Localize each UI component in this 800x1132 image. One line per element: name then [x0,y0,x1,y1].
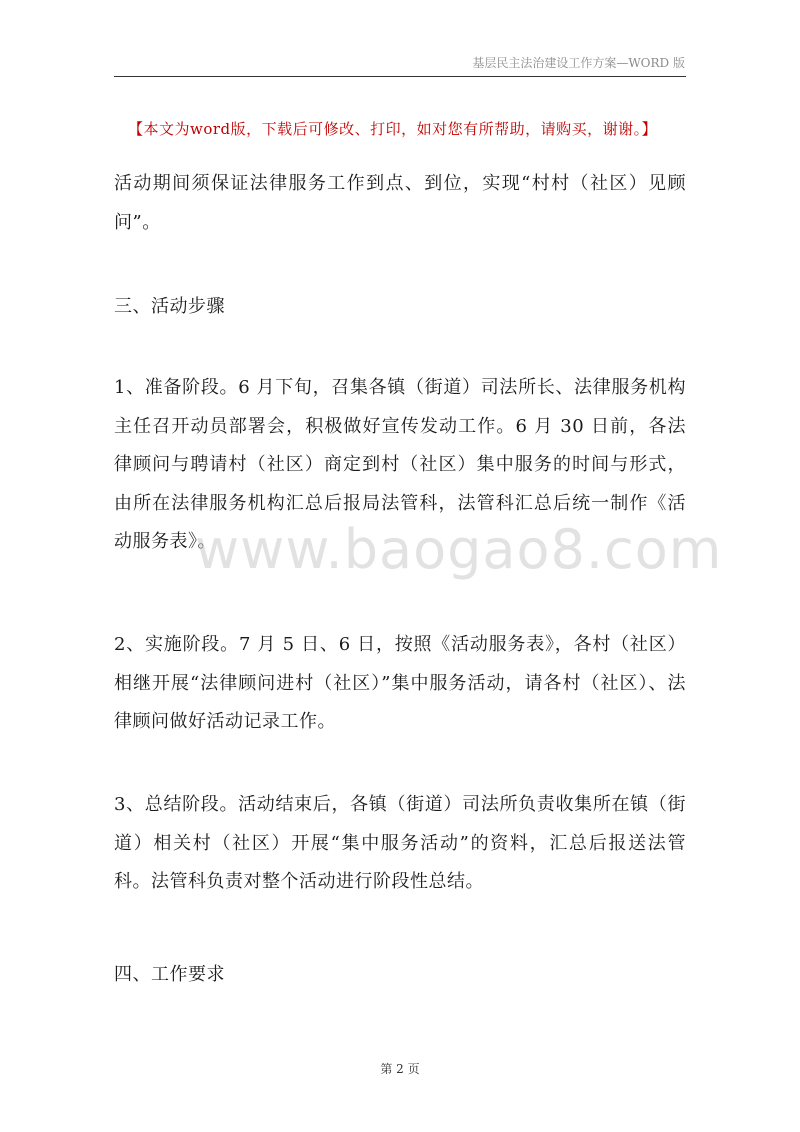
site-watermark: www.baogao8.com [195,518,723,581]
page-number: 第 2 页 [380,1062,420,1076]
paragraph-preparation-stage: 1、准备阶段。6 月下旬，召集各镇（街道）司法所长、法律服务机构主任召开动员部署会，积极做好宣传发动工作。6 月 30 日前，各法律顾问与聘请村（社区）商定到村（社区）集中服务的时间与形式，由所在法律服务机构汇总后报局法管科，法管科汇总后统一制作《活动服务表》。 [114,377,686,552]
section-heading-steps: 三、活动步骤 [114,296,225,317]
header-divider [114,76,686,77]
page-header-title: 基层民主法治建设工作方案—WORD 版 [472,56,685,70]
download-notice: 【本文为word版，下载后可修改、打印，如对您有所帮助，请购买，谢谢。】 [128,120,658,138]
paragraph-activity-guarantee: 活动期间须保证法律服务工作到点、到位，实现“村村（社区）见顾问”。 [114,173,686,233]
paragraph-implementation-stage: 2、实施阶段。7 月 5 日、6 日，按照《活动服务表》，各村（社区）相继开展“法律顾问进村（社区）”集中服务活动，请各村（社区）、法律顾问做好活动记录工作。 [114,634,686,732]
paragraph-summary-stage: 3、总结阶段。活动结束后，各镇（街道）司法所负责收集所在镇（街道）相关村（社区）开展“集中服务活动”的资料，汇总后报送法管科。法管科负责对整个活动进行阶段性总结。 [114,794,686,892]
section-heading-requirements: 四、工作要求 [114,964,225,985]
